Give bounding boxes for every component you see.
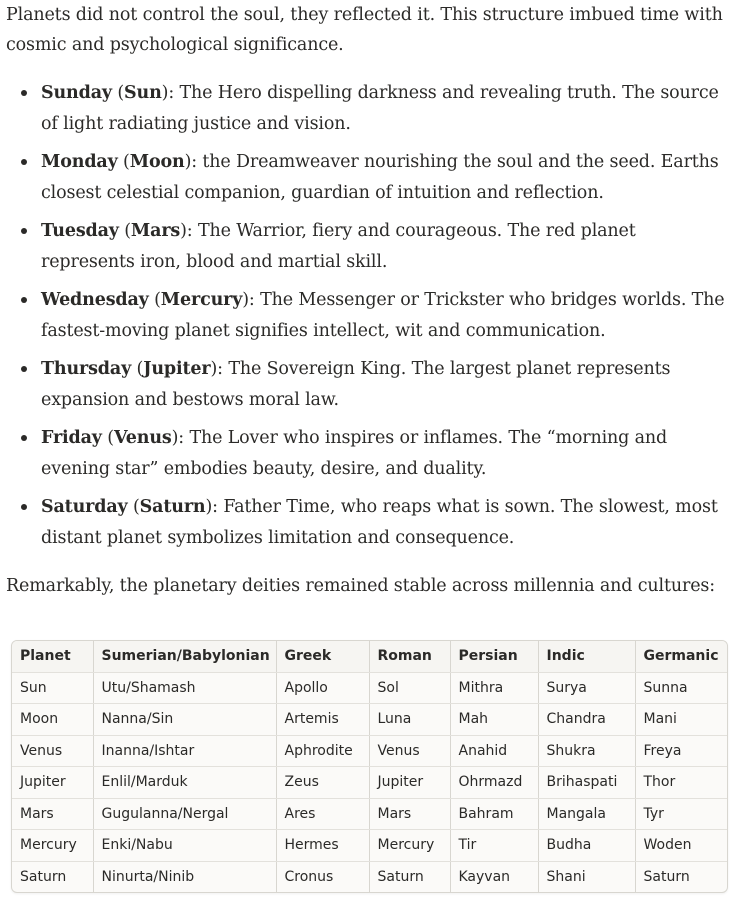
table-cell: Nanna/Sin (93, 704, 276, 736)
table-row (12, 704, 727, 736)
table-cell: Anahid (450, 735, 538, 767)
day-description: the Dreamweaver nourishing the soul and the seed. Earths closest celestial companion, guardian of intuition and reflection. (41, 152, 719, 203)
table-cell: Budha (538, 830, 635, 862)
table-cell: Mercury (12, 830, 93, 862)
day-name: Tuesday (41, 221, 119, 241)
table-cell: Aphrodite (276, 735, 369, 767)
column-header: Greek (276, 641, 369, 672)
table-cell: Thor (635, 767, 727, 799)
table-cell: Zeus (276, 767, 369, 799)
planet-name: Venus (113, 428, 172, 448)
table-cell: Moon (12, 704, 93, 736)
remark-paragraph: Remarkably, the planetary deities remained stable across millennia and cultures: (6, 576, 715, 596)
day-name: Saturday (41, 497, 128, 517)
table-cell: Freya (635, 735, 727, 767)
table-row (12, 735, 727, 767)
table-cell: Luna (369, 704, 450, 736)
weekday-list (6, 78, 731, 561)
table-row (12, 798, 727, 830)
day-name: Thursday (41, 359, 132, 379)
planet-name: Jupiter (143, 359, 211, 379)
table-cell: Ninurta/Ninib (93, 861, 276, 892)
table-cell: Sunna (635, 672, 727, 704)
planet-name: Saturn (139, 497, 206, 517)
bullet-icon (21, 228, 27, 234)
day-description: The Sovereign King. The largest planet represents expansion and bestows moral law. (41, 359, 671, 410)
column-header: Germanic (635, 641, 727, 672)
planet-name: Mercury (160, 290, 243, 310)
table-cell: Saturn (12, 861, 93, 892)
table-row (12, 672, 727, 704)
table-cell: Bahram (450, 798, 538, 830)
table-cell: Saturn (643, 868, 690, 885)
table-cell: Chandra (538, 704, 635, 736)
table-cell: Woden (635, 830, 727, 862)
day-description: Father Time, who reaps what is sown. The slowest, most distant planet symbolizes limitation and consequence. (41, 497, 718, 548)
day-name: Wednesday (41, 290, 149, 310)
column-header: Indic (538, 641, 635, 672)
table-cell: Mangala (538, 798, 635, 830)
table-header-row (12, 641, 727, 672)
table-cell: Sol (369, 672, 450, 704)
table-cell: Utu/Shamash (93, 672, 276, 704)
table-cell: Gugulanna/Nergal (93, 798, 276, 830)
table-cell: Artemis (276, 704, 369, 736)
table-cell: Tir (450, 830, 538, 862)
table-cell: Mars (12, 798, 93, 830)
list-item: Tuesday (Mars): The Warrior, fiery and courageous. The red planet represents iron, blood and martial skill. (6, 216, 731, 277)
list-item: Friday (Venus): The Lover who inspires or inflames. The “morning and evening star” embodies beauty, desire, and duality. (6, 423, 731, 484)
intro-paragraph: Planets did not control the soul, they reflected it. This structure imbued time with cosmic and psychological significance. (6, 5, 723, 55)
day-name: Sunday (41, 83, 112, 103)
table-cell: Apollo (276, 672, 369, 704)
table-cell: Mithra (450, 672, 538, 704)
bullet-icon (21, 504, 27, 510)
day-description: The Hero dispelling darkness and revealing truth. The source of light radiating justice and vision. (41, 83, 719, 134)
table-cell: Hermes (276, 830, 369, 862)
table-cell: Sun (12, 672, 93, 704)
list-item: Monday (Moon): the Dreamweaver nourishing the soul and the seed. Earths closest celestial companion, guardian of intuition and reflection. (6, 147, 731, 208)
day-description: The Lover who inspires or inflames. The “morning and evening star” embodies beauty, desire, and duality. (41, 428, 668, 479)
table-cell: Shukra (538, 735, 635, 767)
bullet-icon (21, 90, 27, 96)
table-cell: Jupiter (369, 767, 450, 799)
day-name: Friday (41, 428, 102, 448)
table-cell: Mercury (369, 830, 450, 862)
deities-table (12, 641, 727, 892)
day-name: Monday (41, 152, 118, 172)
table-cell: Kayvan (450, 861, 538, 892)
table-row (12, 830, 727, 862)
day-description: The Messenger or Trickster who bridges worlds. The fastest-moving planet signifies intellect, wit and communication. (41, 290, 725, 341)
table-cell: Ares (276, 798, 369, 830)
list-item: Wednesday (Mercury): The Messenger or Trickster who bridges worlds. The fastest-moving planet signifies intellect, wit and communication. (6, 285, 731, 346)
list-item: Sunday (Sun): The Hero dispelling darkness and revealing truth. The source of light radiating justice and vision. (6, 78, 731, 139)
table-cell: Mani (635, 704, 727, 736)
planet-name: Sun (124, 83, 162, 103)
column-header: Persian (450, 641, 538, 672)
table-cell: Venus (12, 735, 93, 767)
table-cell: Venus (369, 735, 450, 767)
table-cell: Shani (538, 861, 635, 892)
column-header: Planet (12, 641, 93, 672)
table-cell: Tyr (635, 798, 727, 830)
bullet-icon (21, 159, 27, 165)
bullet-icon (21, 435, 27, 441)
table-cell: Jupiter (12, 767, 93, 799)
table-cell: Mars (369, 798, 450, 830)
table-cell: Brihaspati (538, 767, 635, 799)
table-cell: Inanna/Ishtar (93, 735, 276, 767)
day-description: The Warrior, fiery and courageous. The red planet represents iron, blood and martial skill. (41, 221, 636, 272)
table-cell: Enki/Nabu (93, 830, 276, 862)
list-item: Saturday (Saturn): Father Time, who reaps what is sown. The slowest, most distant planet symbolizes limitation and consequence. (6, 492, 731, 553)
table-row (12, 861, 727, 892)
planet-name: Mars (130, 221, 181, 241)
list-item: Thursday (Jupiter): The Sovereign King. The largest planet represents expansion and bestows moral law. (6, 354, 731, 415)
bullet-icon (21, 366, 27, 372)
planet-name: Moon (129, 152, 185, 172)
table-cell: Surya (538, 672, 635, 704)
table-cell: Saturn (369, 861, 450, 892)
bullet-icon (21, 297, 27, 303)
table-cell: Cronus (276, 861, 369, 892)
table-row (12, 767, 727, 799)
table-cell: Ohrmazd (450, 767, 538, 799)
deities-table-container (11, 640, 728, 893)
column-header: Roman (369, 641, 450, 672)
table-cell: Mah (450, 704, 538, 736)
column-header: Sumerian/Babylonian (93, 641, 276, 672)
table-cell: Enlil/Marduk (93, 767, 276, 799)
